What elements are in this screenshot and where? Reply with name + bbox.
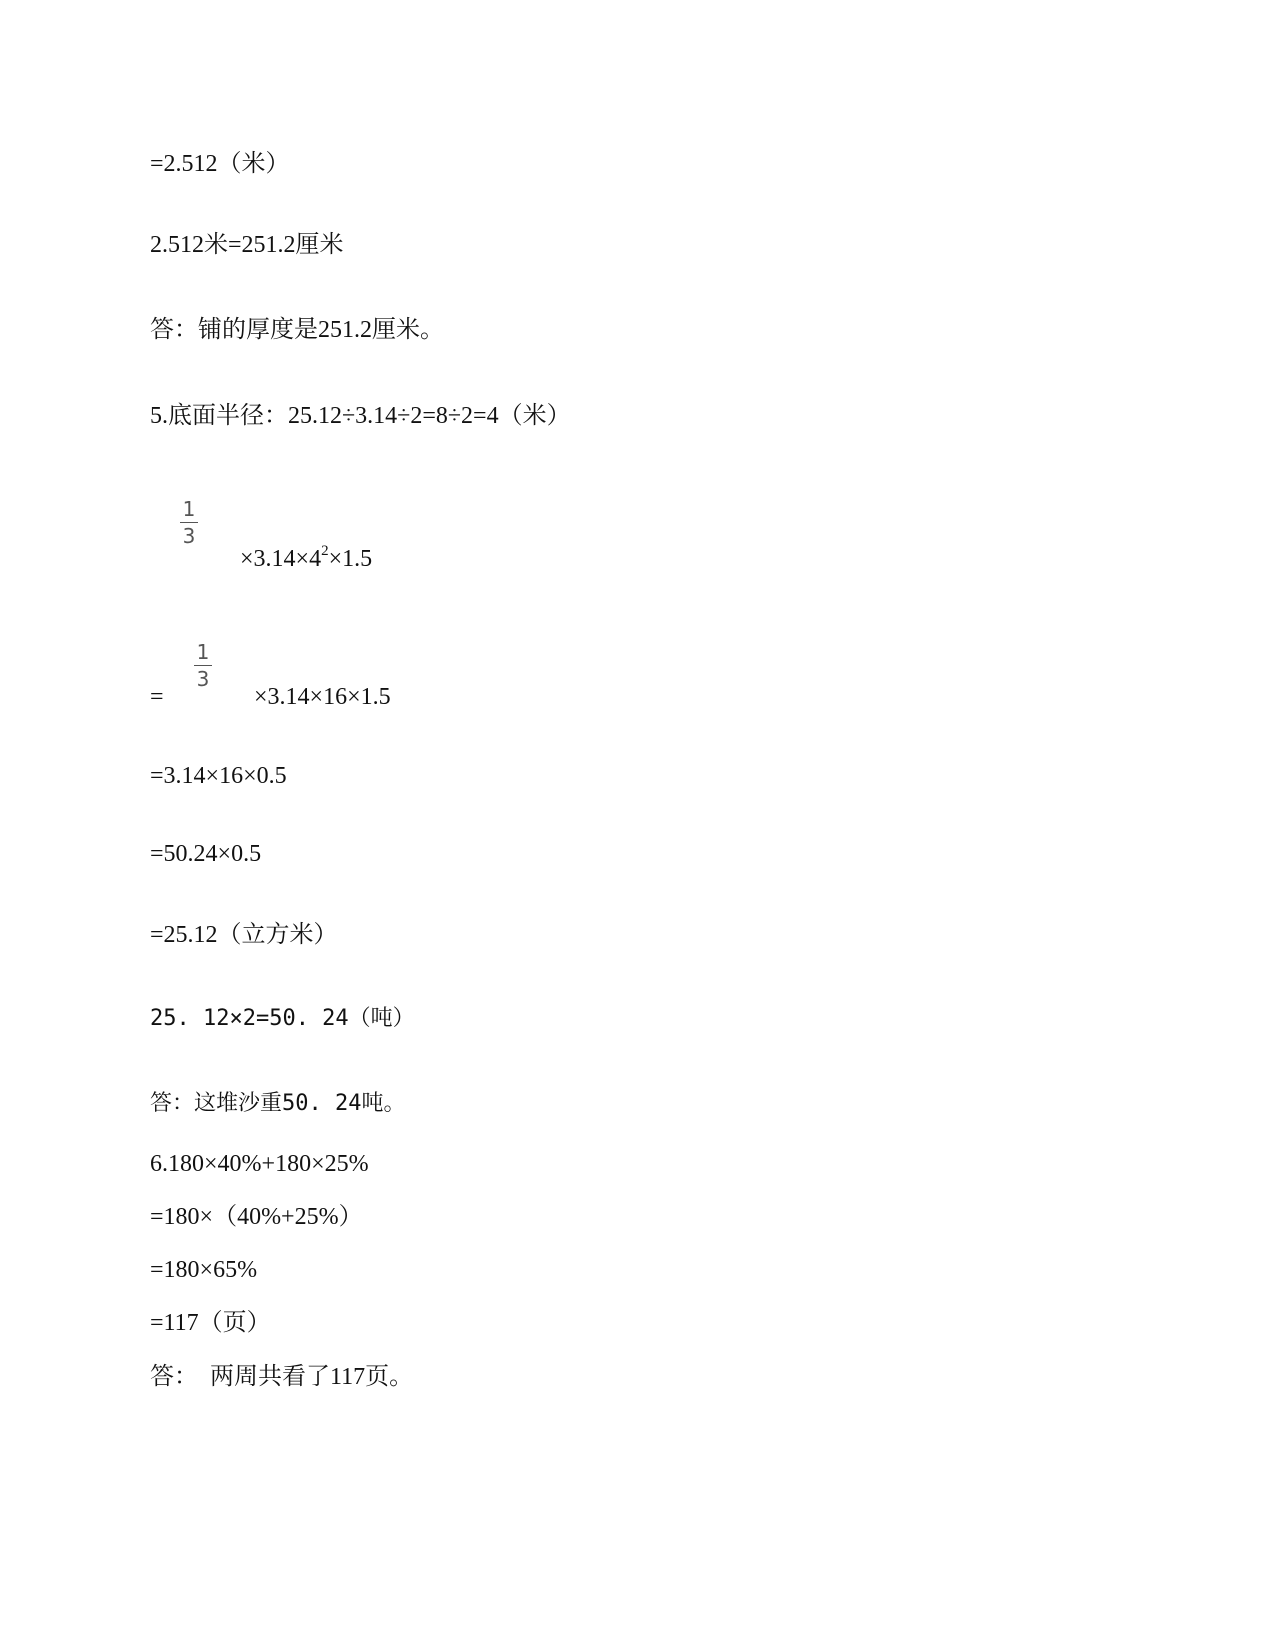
- formula-exponent: 2: [321, 543, 329, 559]
- line-weight-calc: 25. 12×2=50. 24（吨）: [150, 1006, 415, 1031]
- line-step-3: =3.14×16×0.5: [150, 763, 287, 789]
- fraction-numerator: 1: [196, 640, 210, 664]
- formula-expression: ×3.14×4: [240, 546, 322, 572]
- line-step-4: =50.24×0.5: [150, 841, 262, 867]
- line-answer-weight: 答：这堆沙重50. 24吨。: [150, 1091, 406, 1116]
- fraction-bar: [194, 665, 212, 666]
- fraction-one-third-2: [194, 641, 212, 690]
- line-result-meters: =2.512（米）: [150, 151, 290, 177]
- line-volume-step: ×3.14×16×1.5: [254, 684, 391, 710]
- line-step-6b: =180×（40%+25%）: [150, 1204, 363, 1230]
- fraction-bar: [180, 522, 198, 523]
- fraction-one-third: [180, 498, 198, 547]
- line-problem-6: 6.180×40%+180×25%: [150, 1151, 369, 1177]
- line-problem-5-radius: 5.底面半径：25.12÷3.14÷2=8÷2=4（米）: [150, 403, 571, 429]
- line-answer-thickness: 答：铺的厚度是251.2厘米。: [150, 317, 444, 343]
- line-answer-pages: 答： 两周共看了117页。: [150, 1364, 414, 1390]
- fraction-denominator: 3: [182, 524, 196, 548]
- line-step-6c: =180×65%: [150, 1257, 258, 1283]
- line-equals-sign: =: [150, 684, 164, 710]
- line-volume-result: =25.12（立方米）: [150, 922, 338, 948]
- fraction-denominator: 3: [196, 667, 210, 691]
- line-volume-formula: [240, 538, 372, 574]
- line-pages-result: =117（页）: [150, 1310, 271, 1336]
- fraction-numerator: 1: [182, 497, 196, 521]
- line-unit-conversion: 2.512米=251.2厘米: [150, 232, 344, 258]
- formula-tail: ×1.5: [328, 546, 373, 572]
